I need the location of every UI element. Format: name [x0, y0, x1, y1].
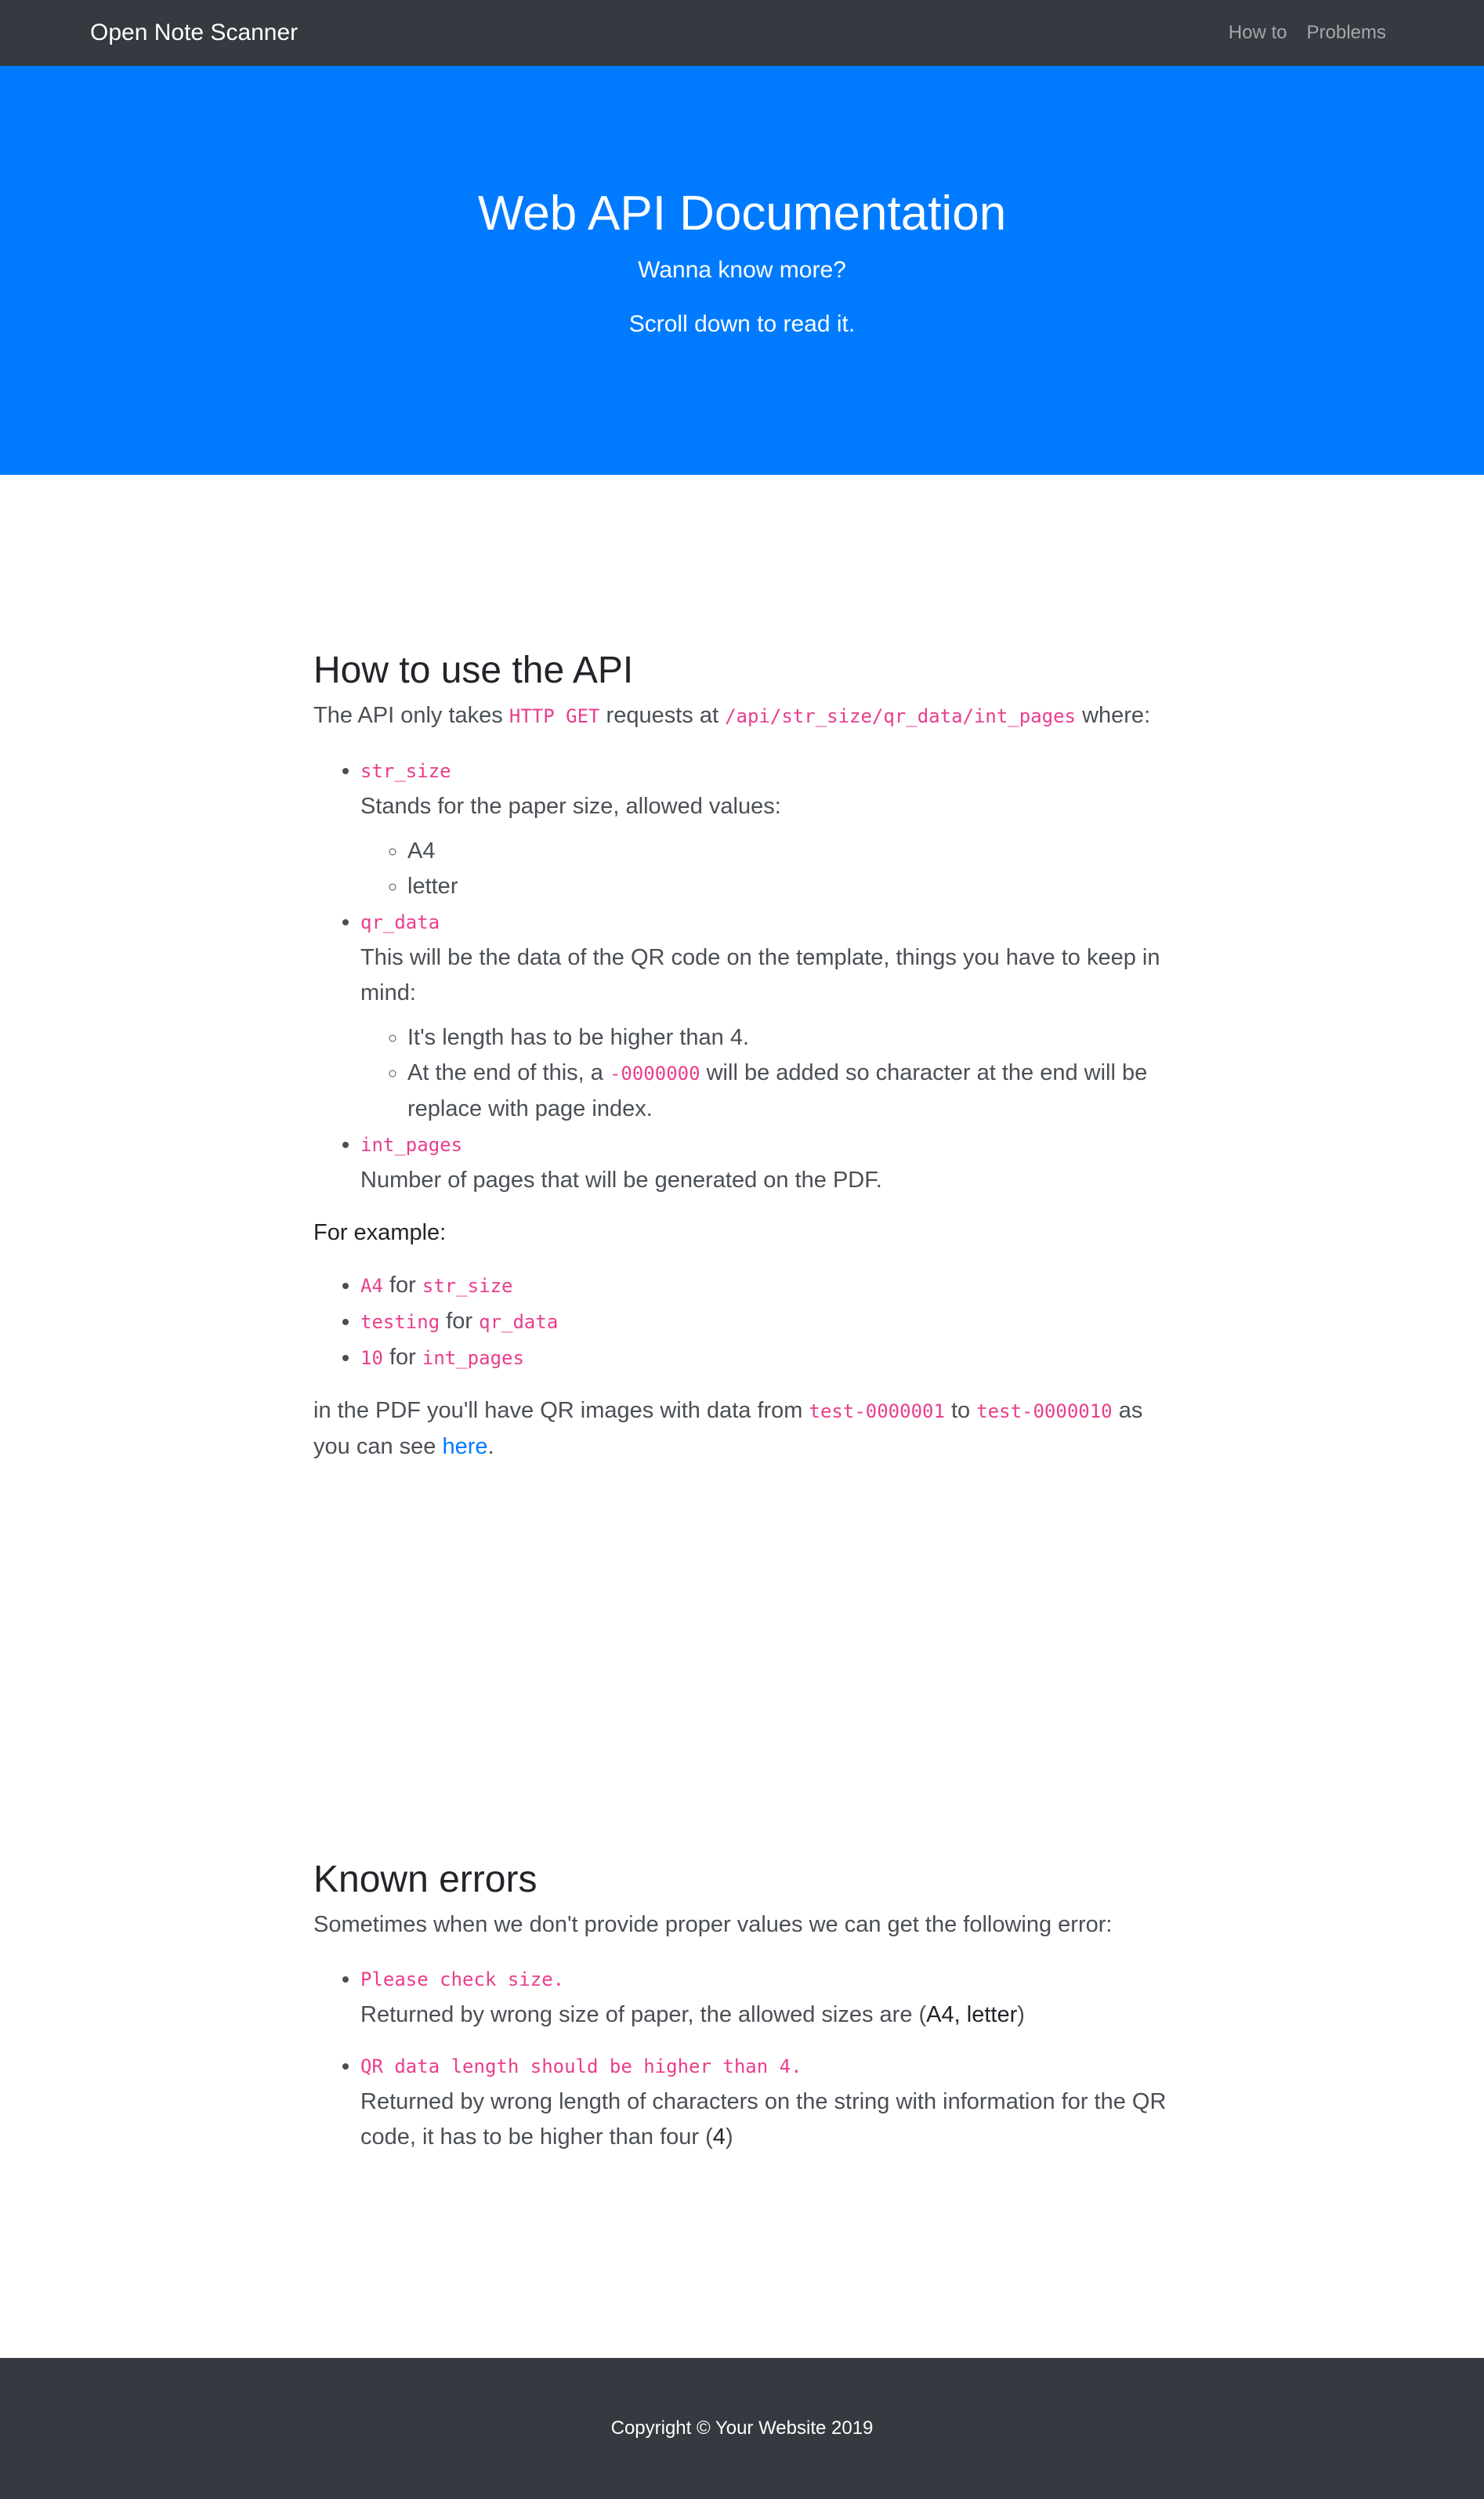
note-text: At the end of this, a: [407, 1059, 603, 1085]
param-name: str_size: [360, 759, 451, 782]
error-message-code: QR data length should be higher than 4.: [360, 2055, 802, 2077]
example-param: int_pages: [422, 1346, 524, 1369]
errors-list: [313, 1961, 1175, 2155]
param-item-qr-data: [360, 904, 1175, 1127]
error-desc: Returned by wrong size of paper, the allowed sizes are (: [360, 2001, 927, 2027]
how-to-heading: How to use the API: [313, 650, 634, 691]
for-text: for: [446, 1308, 473, 1334]
list-item: ◦ letter: [407, 869, 1175, 904]
error-message-code: Please check size.: [360, 1968, 565, 1990]
known-errors-heading: Known errors: [313, 1859, 537, 1900]
how-to-section: [313, 648, 1175, 1465]
example-list: [313, 1268, 1175, 1376]
suffix-code: -0000000: [609, 1062, 700, 1085]
param-desc: Stands for the paper size, allowed values:: [360, 793, 781, 819]
list-item: ◦ It's length has to be higher than 4.: [407, 1020, 1175, 1056]
error-item: [360, 1961, 1175, 2033]
hero-scroll-hint: Scroll down to read it.: [628, 311, 856, 337]
allowed-values-list: [360, 834, 1175, 904]
api-intro: [313, 698, 1175, 734]
result-from-code: test-0000001: [809, 1400, 945, 1422]
param-name: qr_data: [360, 911, 440, 933]
example-value: 10: [360, 1346, 383, 1369]
hero-subtitle: Wanna know more?: [638, 257, 846, 283]
note-text: will be added so character at the end will be replace with page index.: [407, 1059, 1148, 1121]
for-text: for: [389, 1344, 416, 1370]
list-item: [407, 1056, 1175, 1127]
example-param: str_size: [422, 1274, 513, 1297]
error-desc: ): [725, 2124, 733, 2150]
brand-link[interactable]: Open Note Scanner: [90, 20, 299, 45]
example-item: [360, 1268, 1175, 1304]
intro-text: requests at: [606, 702, 719, 728]
known-errors-section: [313, 1857, 1175, 2155]
footer: [0, 2358, 1484, 2499]
hero-title: Web API Documentation: [477, 187, 1007, 241]
error-desc-values: 4: [712, 2124, 726, 2150]
error-desc-values: A4, letter: [926, 2001, 1018, 2027]
result-text: as you can see: [313, 1397, 1143, 1459]
error-item: [360, 2048, 1175, 2155]
result-text: to: [950, 1397, 971, 1423]
nav-link-problems[interactable]: Problems: [1306, 22, 1386, 43]
example-value: testing: [360, 1310, 440, 1333]
for-text: for: [389, 1272, 416, 1298]
api-path-code: /api/str_size/qr_data/int_pages: [725, 704, 1077, 727]
nav-links: [1209, 0, 1386, 66]
intro-text: The API only takes: [313, 702, 503, 728]
list-item: ◦ A4: [407, 834, 1175, 869]
copyright-text: Copyright © Your Website 2019: [610, 2418, 874, 2439]
example-result: [313, 1393, 1175, 1465]
errors-intro: Sometimes when we don't provide proper values we can get the following error:: [313, 1911, 1113, 1937]
example-param: qr_data: [479, 1310, 559, 1333]
param-item-str-size: [360, 753, 1175, 904]
param-desc: This will be the data of the QR code on the template, things you have to keep in mind:: [360, 944, 1160, 1005]
http-method-code: HTTP GET: [509, 704, 600, 727]
result-text: in the PDF you'll have QR images with data from: [313, 1397, 803, 1423]
navbar: [0, 0, 1484, 66]
param-name: int_pages: [360, 1133, 463, 1156]
nav-link-how-to[interactable]: How to: [1228, 22, 1287, 43]
qr-notes-list: [360, 1020, 1175, 1127]
hero-banner: [0, 66, 1484, 475]
error-desc: ): [1017, 2001, 1025, 2027]
intro-text: where:: [1082, 702, 1151, 728]
example-item: [360, 1304, 1175, 1340]
example-item: [360, 1340, 1175, 1376]
param-list: [313, 753, 1175, 1198]
example-label: For example:: [313, 1219, 447, 1245]
param-desc: Number of pages that will be generated on the PDF.: [360, 1167, 882, 1193]
example-value: A4: [360, 1274, 383, 1297]
param-item-int-pages: [360, 1127, 1175, 1198]
result-to-code: test-0000010: [976, 1400, 1113, 1422]
error-desc: Returned by wrong length of characters on the string with information for the QR code, it has to be higher than four (: [360, 2088, 1167, 2150]
example-pdf-link[interactable]: here: [442, 1433, 488, 1459]
result-text: .: [487, 1433, 494, 1459]
